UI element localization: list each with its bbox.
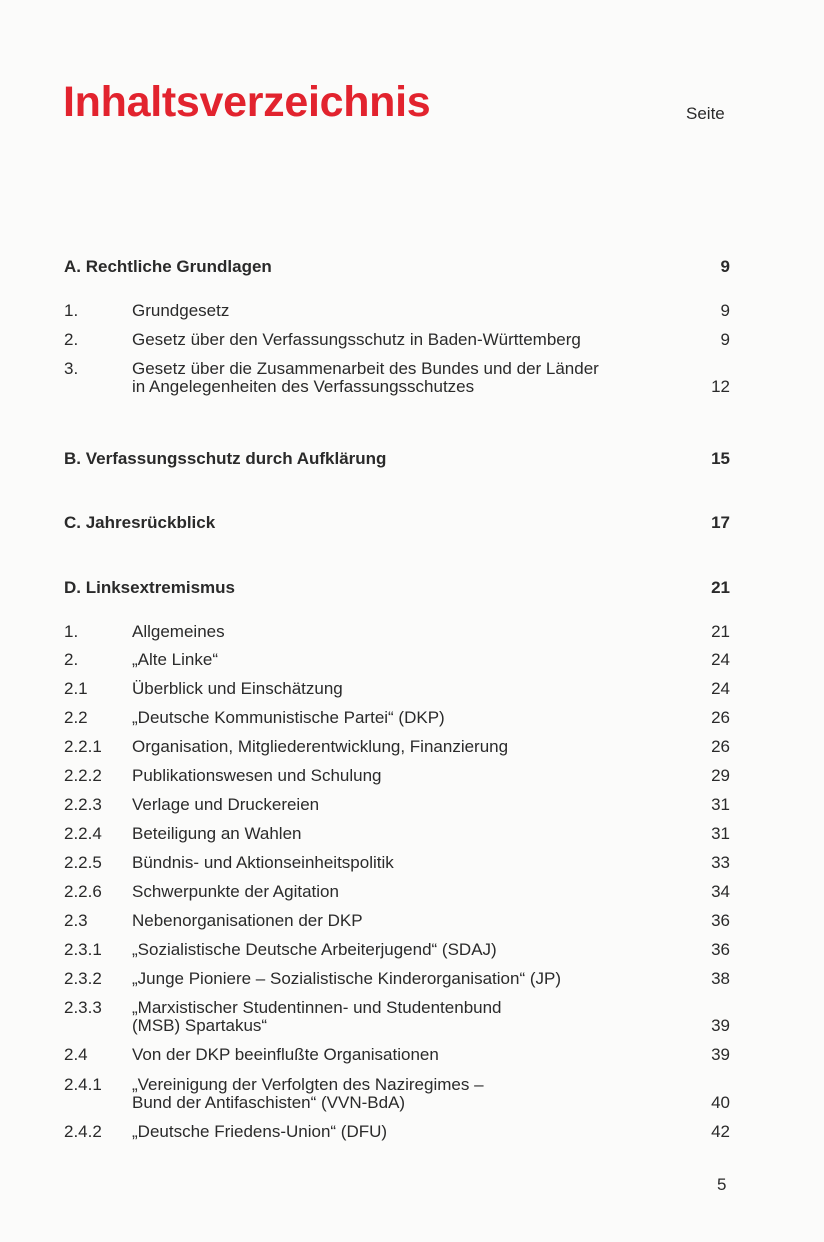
entry-number: 2.2.2 — [64, 766, 102, 785]
entry-page: 31 — [711, 824, 730, 843]
entry-title: Allgemeines — [132, 622, 225, 641]
entry-number: 2.2.3 — [64, 795, 102, 814]
entry-title: Gesetz über den Verfassungsschutz in Baden-Württemberg — [132, 330, 581, 349]
entry-number: 2. — [64, 330, 79, 349]
section-label: D. Linksextremismus — [64, 578, 236, 597]
entry-number: 2.2.1 — [64, 737, 102, 756]
entry-title: Bündnis- und Aktionseinheitspolitik — [132, 853, 394, 872]
entry-number: 1. — [64, 622, 79, 641]
entry-number: 2.2.4 — [64, 824, 102, 843]
entry-title: „Junge Pioniere – Sozialistische Kinderorganisation“ (JP) — [132, 969, 561, 988]
entry-page: 29 — [711, 766, 730, 785]
entry-title: Nebenorganisationen der DKP — [132, 911, 363, 930]
entry-page: 34 — [711, 882, 730, 901]
entry-title-line2: in Angelegenheiten des Verfassungsschutzes — [132, 377, 475, 396]
entry-title: „Vereinigung der Verfolgten des Naziregimes – — [132, 1075, 484, 1094]
entry-number: 2.3.1 — [64, 940, 102, 959]
entry-page: 38 — [711, 969, 730, 988]
entry-page: 9 — [720, 330, 730, 349]
entry-page: 9 — [720, 301, 730, 320]
entry-page: 40 — [711, 1093, 730, 1112]
entry-number: 2.2 — [64, 708, 88, 727]
entry-page: 24 — [711, 650, 730, 669]
entry-number: 3. — [64, 359, 79, 378]
entry-page: 36 — [711, 940, 730, 959]
entry-number: 2.4 — [64, 1045, 88, 1064]
entry-page: 42 — [711, 1122, 730, 1141]
section-page: 21 — [711, 578, 730, 597]
entry-title: Beteiligung an Wahlen — [132, 824, 302, 843]
entry-title: Überblick und Einschätzung — [132, 679, 343, 698]
page-column-label: Seite — [686, 104, 725, 123]
section-page: 9 — [720, 257, 730, 276]
entry-number: 2.1 — [64, 679, 88, 698]
entry-title: Grundgesetz — [132, 301, 230, 320]
page-number: 5 — [717, 1175, 727, 1194]
entry-number: 2.3.3 — [64, 998, 102, 1017]
entry-number: 2.3.2 — [64, 969, 102, 988]
entry-number: 2.2.6 — [64, 882, 102, 901]
entry-number: 2.4.2 — [64, 1122, 102, 1141]
entry-page: 31 — [711, 795, 730, 814]
entry-number: 2.2.5 — [64, 853, 102, 872]
entry-page: 26 — [711, 737, 730, 756]
entry-number: 2. — [64, 650, 79, 669]
entry-page: 39 — [711, 1045, 730, 1064]
entry-page: 26 — [711, 708, 730, 727]
entry-page: 33 — [711, 853, 730, 872]
entry-title: Gesetz über die Zusammenarbeit des Bundes und der Länder — [132, 359, 599, 378]
entry-title: „Sozialistische Deutsche Arbeiterjugend“ (SDAJ) — [132, 940, 497, 959]
entry-title-line2: (MSB) Spartakus“ — [132, 1016, 268, 1035]
entry-number: 2.3 — [64, 911, 88, 930]
entry-title: Organisation, Mitgliederentwicklung, Finanzierung — [132, 737, 509, 756]
entry-page: 12 — [711, 377, 730, 396]
entry-page: 39 — [711, 1016, 730, 1035]
entry-title: Publikationswesen und Schulung — [132, 766, 382, 785]
section-page: 15 — [711, 449, 730, 468]
entry-title: „Deutsche Friedens-Union“ (DFU) — [132, 1122, 388, 1141]
entry-page: 24 — [711, 679, 730, 698]
entry-title: „Deutsche Kommunistische Partei“ (DKP) — [132, 708, 445, 727]
entry-page: 36 — [711, 911, 730, 930]
entry-title: „Marxistischer Studentinnen- und Studentenbund — [132, 998, 502, 1017]
section-label: B. Verfassungsschutz durch Aufklärung — [64, 449, 387, 468]
section-label: C. Jahresrückblick — [64, 513, 216, 532]
section-page: 17 — [711, 513, 730, 532]
entry-page: 21 — [711, 622, 730, 641]
entry-number: 2.4.1 — [64, 1075, 102, 1094]
entry-title: Von der DKP beeinflußte Organisationen — [132, 1045, 439, 1064]
entry-title: Schwerpunkte der Agitation — [132, 882, 339, 901]
entry-title: „Alte Linke“ — [132, 650, 218, 669]
section-label: A. Rechtliche Grundlagen — [64, 257, 272, 276]
entry-title-line2: Bund der Antifaschisten“ (VVN-BdA) — [132, 1093, 406, 1112]
entry-number: 1. — [64, 301, 79, 320]
page-title: Inhaltsverzeichnis — [63, 78, 431, 126]
entry-title: Verlage und Druckereien — [132, 795, 320, 814]
